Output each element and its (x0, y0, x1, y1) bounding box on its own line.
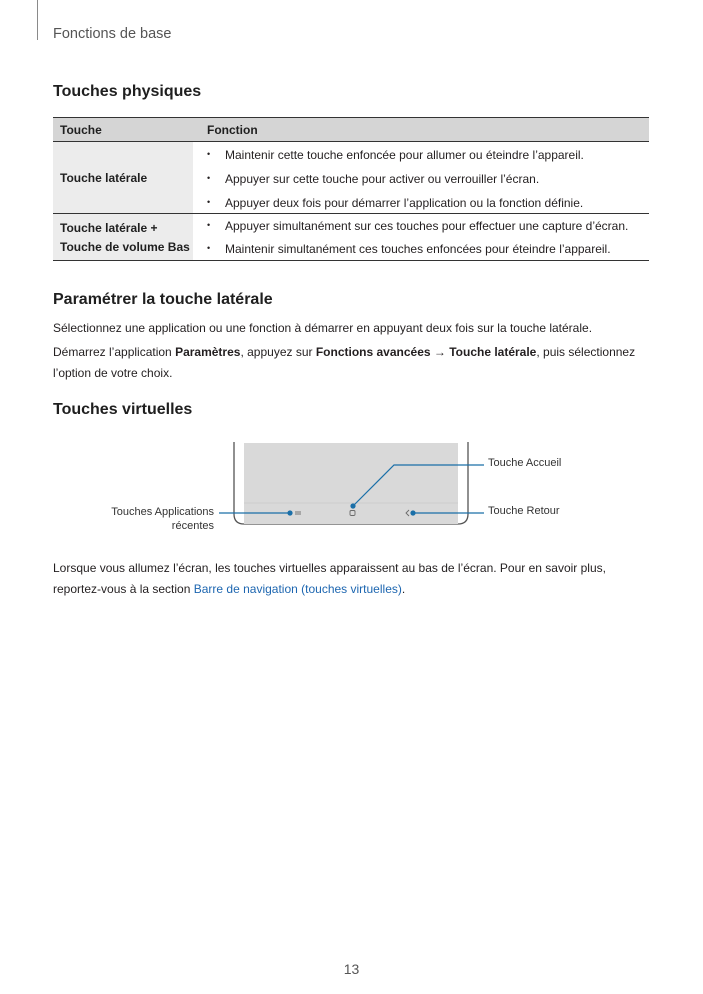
label-back-key: Touche Retour (488, 505, 560, 517)
ui-term: Touche latérale (449, 345, 537, 359)
table-row: Touche latérale + Touche de volume Bas Appuyer simultanément sur ces touches pour effectuer une capture d’écran. Maintenir simultanément ces touches enfoncées pour éteindre l’appareil. (53, 214, 649, 261)
table-header-row (53, 117, 649, 142)
navigation-bar-diagram (0, 435, 703, 545)
column-header-function: Fonction (207, 123, 258, 137)
running-header: Fonctions de base (53, 26, 172, 42)
section-title-physical-keys: Touches physiques (53, 83, 202, 100)
column-header-key: Touche (60, 123, 102, 137)
row-key-label-line2: Touche de volume Bas (60, 240, 190, 254)
row-header-cell (53, 142, 193, 213)
margin-rule (37, 0, 38, 40)
ui-term: Fonctions avancées (315, 345, 431, 359)
paragraph: Sélectionnez une application ou une fonction à démarrer en appuyant deux fois sur la touche latérale. (53, 321, 593, 335)
row-header-cell (53, 214, 193, 260)
row-key-label-line1: Touche latérale + (60, 221, 158, 235)
section-title-side-key-settings: Paramétrer la touche latérale (53, 291, 273, 308)
navigation-bar-link[interactable]: Barre de navigation (touches virtuelles) (193, 582, 402, 596)
section-title-virtual-keys: Touches virtuelles (53, 401, 193, 418)
label-home-key: Touche Accueil (488, 457, 562, 469)
ui-term: Paramètres (175, 345, 241, 359)
label-recents-keys: Touches Applications récentes (111, 506, 214, 532)
paragraph: Lorsque vous allumez l’écran, les touches virtuelles apparaissent au bas de l’écran. Pour en savoir plus, reportez-vous à la section Barre de navigation (touches virtuelles). (53, 561, 606, 596)
row-key-label: Touche latérale (60, 171, 148, 185)
page-number: 13 (343, 961, 360, 977)
paragraph: Démarrez l’application Paramètres, appuyez sur Fonctions avancées → Touche latérale, puis sélectionnez l’option de votre choix. (53, 345, 636, 380)
table-row: Touche latérale Maintenir cette touche enfoncée pour allumer ou éteindre l’appareil. Appuyer sur cette touche pour activer ou verrouiller l’écran. Appuyer deux fois pour démarrer l’application ou la fonction définie. (53, 142, 649, 214)
keys-table (53, 117, 649, 261)
